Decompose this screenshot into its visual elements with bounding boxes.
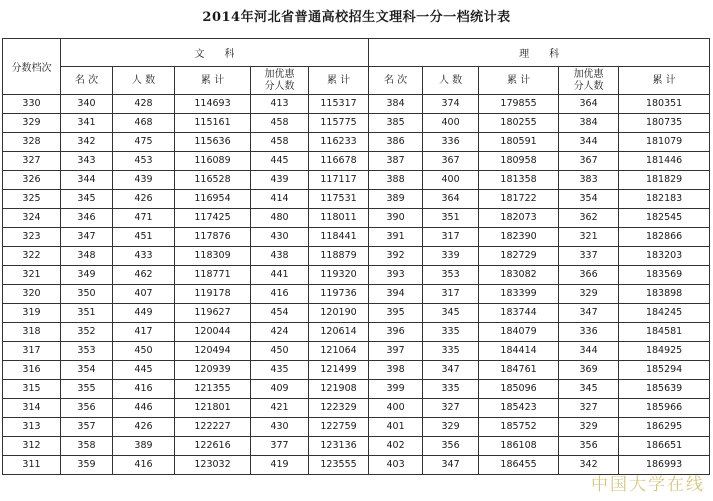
table-cell: 184414 [479,342,559,361]
table-cell: 468 [113,114,175,133]
table-cell: 329 [559,285,619,304]
table-cell: 388 [369,171,423,190]
table-cell: 180958 [479,152,559,171]
table-cell: 347 [61,228,113,247]
table-cell: 182729 [479,247,559,266]
table-cell: 117531 [309,190,369,209]
table-cell: 430 [251,418,309,437]
table-row [3,437,710,456]
table-cell: 356 [559,437,619,456]
table-cell: 121908 [309,380,369,399]
table-cell: 450 [113,342,175,361]
table-cell: 337 [559,247,619,266]
table-cell: 426 [113,190,175,209]
table-cell: 327 [423,399,479,418]
table-cell: 445 [113,361,175,380]
wen-col-header: 名 次 [61,67,113,95]
table-cell: 358 [61,437,113,456]
table-cell: 417 [113,323,175,342]
table-cell: 345 [423,304,479,323]
table-cell: 183744 [479,304,559,323]
table-cell: 181722 [479,190,559,209]
table-cell: 115775 [309,114,369,133]
table-cell: 339 [423,247,479,266]
table-row [3,133,710,152]
table-cell: 419 [251,456,309,475]
table-cell: 317 [423,285,479,304]
table-row [3,304,710,323]
table-cell: 116233 [309,133,369,152]
table-cell: 347 [423,456,479,475]
table-cell: 359 [61,456,113,475]
table-cell: 458 [251,133,309,152]
table-cell: 120939 [175,361,251,380]
table-row [3,247,710,266]
table-cell: 186651 [619,437,710,456]
table-cell: 400 [423,114,479,133]
table-cell: 342 [61,133,113,152]
table-cell: 116528 [175,171,251,190]
table-row [3,380,710,399]
table-cell: 351 [61,304,113,323]
table-cell: 374 [423,95,479,114]
table-cell: 184761 [479,361,559,380]
table-cell: 396 [369,323,423,342]
table-row [3,323,710,342]
table-cell: 181446 [619,152,710,171]
table-cell: 391 [369,228,423,247]
table-cell: 185752 [479,418,559,437]
table-row [3,399,710,418]
table-row [3,418,710,437]
table-cell: 180255 [479,114,559,133]
table-cell: 181829 [619,171,710,190]
table-cell: 327 [3,152,61,171]
table-cell: 414 [251,190,309,209]
table-cell: 451 [113,228,175,247]
table-cell: 330 [3,95,61,114]
table-cell: 121801 [175,399,251,418]
li-col-header: 人 数 [423,67,479,95]
table-cell: 183569 [619,266,710,285]
table-cell: 424 [251,323,309,342]
table-cell: 352 [61,323,113,342]
table-cell: 407 [113,285,175,304]
table-cell: 342 [559,456,619,475]
table-cell: 329 [423,418,479,437]
table-cell: 350 [61,285,113,304]
table-cell: 180591 [479,133,559,152]
table-cell: 392 [369,247,423,266]
table-cell: 344 [559,342,619,361]
table-cell: 312 [3,437,61,456]
table-cell: 384 [369,95,423,114]
table-cell: 120044 [175,323,251,342]
table-cell: 409 [251,380,309,399]
table-cell: 181079 [619,133,710,152]
table-row [3,95,710,114]
table-cell: 471 [113,209,175,228]
table-cell: 119627 [175,304,251,323]
table-cell: 182866 [619,228,710,247]
table-cell: 367 [423,152,479,171]
table-cell: 369 [559,361,619,380]
table-cell: 186295 [619,418,710,437]
li-col-header: 累 计 [479,67,559,95]
table-cell: 118771 [175,266,251,285]
table-cell: 438 [251,247,309,266]
table-cell: 343 [61,152,113,171]
table-cell: 118879 [309,247,369,266]
table-cell: 329 [559,418,619,437]
table-cell: 116954 [175,190,251,209]
table-cell: 400 [423,171,479,190]
table-cell: 394 [369,285,423,304]
table-cell: 182545 [619,209,710,228]
table-cell: 116089 [175,152,251,171]
table-row [3,361,710,380]
table-cell: 119736 [309,285,369,304]
table-cell: 353 [423,266,479,285]
table-cell: 185294 [619,361,710,380]
table-cell: 441 [251,266,309,285]
table-cell: 185966 [619,399,710,418]
table-cell: 325 [3,190,61,209]
table-cell: 385 [369,114,423,133]
table-cell: 183203 [619,247,710,266]
table-cell: 439 [251,171,309,190]
table-cell: 183399 [479,285,559,304]
table-cell: 386 [369,133,423,152]
table-cell: 121499 [309,361,369,380]
table-cell: 346 [61,209,113,228]
table-cell: 387 [369,152,423,171]
table-cell: 355 [61,380,113,399]
table-cell: 117425 [175,209,251,228]
table-cell: 389 [369,190,423,209]
table-cell: 416 [113,456,175,475]
table-cell: 326 [3,171,61,190]
table-cell: 416 [113,380,175,399]
table-row [3,266,710,285]
table-cell: 454 [251,304,309,323]
table-cell: 318 [3,323,61,342]
table-cell: 321 [559,228,619,247]
table-cell: 349 [61,266,113,285]
table-cell: 115317 [309,95,369,114]
table-cell: 364 [423,190,479,209]
table-cell: 184581 [619,323,710,342]
table-cell: 120614 [309,323,369,342]
table-cell: 446 [113,399,175,418]
table-cell: 122759 [309,418,369,437]
table-cell: 120190 [309,304,369,323]
table-cell: 115161 [175,114,251,133]
table-cell: 398 [369,361,423,380]
table-cell: 475 [113,133,175,152]
table-cell: 182183 [619,190,710,209]
table-row [3,209,710,228]
score-table [2,38,710,475]
table-cell: 183082 [479,266,559,285]
table-cell: 123136 [309,437,369,456]
table-cell: 364 [559,95,619,114]
table-cell: 362 [559,209,619,228]
table-cell: 122227 [175,418,251,437]
table-cell: 311 [3,456,61,475]
table-cell: 347 [559,304,619,323]
table-cell: 116678 [309,152,369,171]
table-cell: 186108 [479,437,559,456]
table-cell: 458 [251,114,309,133]
table-cell: 402 [369,437,423,456]
table-row [3,190,710,209]
table-cell: 449 [113,304,175,323]
li-group-header: 理 科 [369,39,710,67]
table-cell: 435 [251,361,309,380]
table-cell: 115636 [175,133,251,152]
table-cell: 401 [369,418,423,437]
table-cell: 118011 [309,209,369,228]
table-cell: 433 [113,247,175,266]
table-cell: 319 [3,304,61,323]
table-cell: 314 [3,399,61,418]
table-cell: 117876 [175,228,251,247]
watermark-logo: 中国大学在线 [591,475,705,495]
table-cell: 118309 [175,247,251,266]
table-cell: 397 [369,342,423,361]
table-cell: 354 [559,190,619,209]
table-cell: 453 [113,152,175,171]
table-cell: 383 [559,171,619,190]
table-cell: 377 [251,437,309,456]
table-row [3,152,710,171]
table-cell: 182073 [479,209,559,228]
table-cell: 403 [369,456,423,475]
table-row [3,228,710,247]
column-header-row [3,67,710,95]
table-cell: 119320 [309,266,369,285]
table-cell: 341 [61,114,113,133]
wen-col-header: 人 数 [113,67,175,95]
table-cell: 322 [3,247,61,266]
table-cell: 389 [113,437,175,456]
table-cell: 367 [559,152,619,171]
table-cell: 413 [251,95,309,114]
table-cell: 122329 [309,399,369,418]
table-cell: 123555 [309,456,369,475]
table-cell: 445 [251,152,309,171]
table-cell: 184925 [619,342,710,361]
table-cell: 313 [3,418,61,437]
table-cell: 329 [3,114,61,133]
table-cell: 439 [113,171,175,190]
table-cell: 393 [369,266,423,285]
table-cell: 335 [423,380,479,399]
table-cell: 317 [3,342,61,361]
table-cell: 184079 [479,323,559,342]
table-row [3,285,710,304]
table-cell: 390 [369,209,423,228]
table-cell: 316 [3,361,61,380]
table-cell: 321 [3,266,61,285]
table-cell: 356 [423,437,479,456]
wen-col-header: 累 计 [309,67,369,95]
table-cell: 121064 [309,342,369,361]
table-cell: 354 [61,361,113,380]
wen-col-header: 加优惠 分人数 [251,67,309,95]
table-cell: 400 [369,399,423,418]
table-cell: 185423 [479,399,559,418]
table-row [3,171,710,190]
table-cell: 430 [251,228,309,247]
table-cell: 179855 [479,95,559,114]
table-cell: 315 [3,380,61,399]
table-cell: 183898 [619,285,710,304]
table-cell: 184245 [619,304,710,323]
table-cell: 450 [251,342,309,361]
table-cell: 328 [3,133,61,152]
table-cell: 120494 [175,342,251,361]
table-cell: 119178 [175,285,251,304]
table-cell: 323 [3,228,61,247]
table-cell: 344 [61,171,113,190]
table-cell: 180351 [619,95,710,114]
table-cell: 395 [369,304,423,323]
table-row [3,114,710,133]
table-cell: 348 [61,247,113,266]
table-cell: 335 [423,323,479,342]
li-col-header: 名 次 [369,67,423,95]
table-cell: 480 [251,209,309,228]
table-cell: 182390 [479,228,559,247]
table-cell: 340 [61,95,113,114]
table-cell: 357 [61,418,113,437]
table-cell: 353 [61,342,113,361]
table-cell: 114693 [175,95,251,114]
table-cell: 421 [251,399,309,418]
table-cell: 186993 [619,456,710,475]
table-cell: 185639 [619,380,710,399]
table-cell: 399 [369,380,423,399]
score-header: 分数档次 [3,39,61,95]
table-cell: 327 [559,399,619,418]
table-cell: 351 [423,209,479,228]
table-body [3,95,710,475]
table-cell: 180735 [619,114,710,133]
table-cell: 384 [559,114,619,133]
wen-group-header: 文 科 [61,39,369,67]
table-cell: 345 [559,380,619,399]
li-col-header: 累 计 [619,67,710,95]
table-cell: 123032 [175,456,251,475]
table-cell: 462 [113,266,175,285]
table-cell: 345 [61,190,113,209]
wen-col-header: 累 计 [175,67,251,95]
table-cell: 347 [423,361,479,380]
table-cell: 426 [113,418,175,437]
table-cell: 366 [559,266,619,285]
table-cell: 181358 [479,171,559,190]
table-cell: 336 [423,133,479,152]
table-cell: 121355 [175,380,251,399]
table-cell: 356 [61,399,113,418]
table-cell: 416 [251,285,309,304]
table-cell: 428 [113,95,175,114]
table-cell: 317 [423,228,479,247]
table-cell: 344 [559,133,619,152]
page-title: 2014年河北省普通高校招生文理科一分一档统计表 [202,10,511,25]
table-cell: 336 [559,323,619,342]
table-cell: 320 [3,285,61,304]
table-cell: 185096 [479,380,559,399]
table-cell: 335 [423,342,479,361]
table-cell: 117117 [309,171,369,190]
table-row [3,342,710,361]
li-col-header: 加优惠 分人数 [559,67,619,95]
table-cell: 324 [3,209,61,228]
table-cell: 186455 [479,456,559,475]
table-cell: 118441 [309,228,369,247]
table-cell: 122616 [175,437,251,456]
